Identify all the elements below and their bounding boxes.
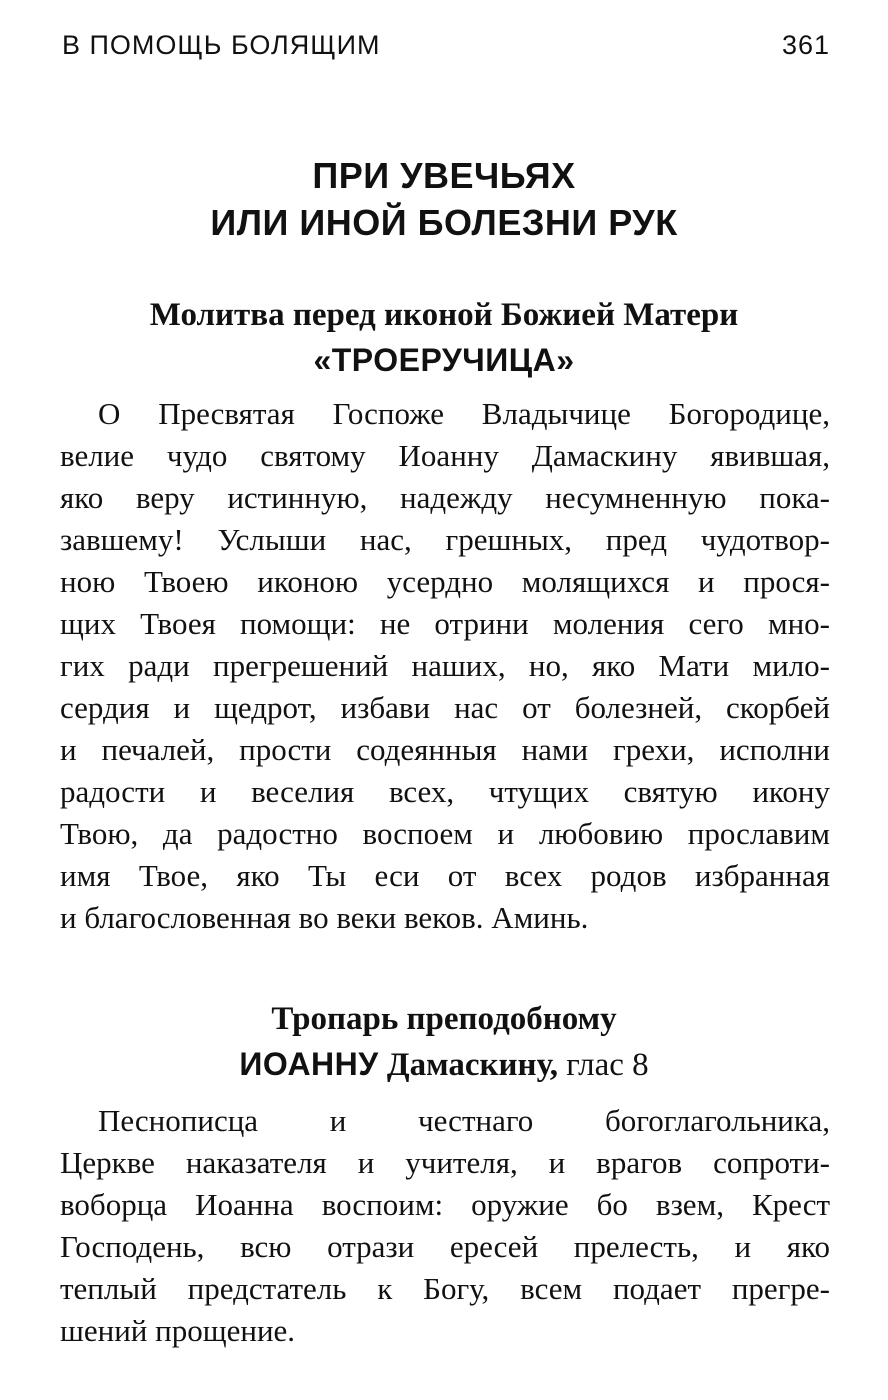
- prayer-line: яко веру истинную, надежду несумненную пока-: [60, 480, 830, 515]
- section-title: [0, 152, 888, 246]
- troparion-heading-line-1: Тропарь преподобному: [271, 1001, 617, 1037]
- troparion-line: теплый предстатель к Богу, всем подает прегре-: [60, 1271, 830, 1306]
- prayer-line: и благословенная во веки веков. Аминь.: [60, 900, 589, 935]
- troparion-heading-line-2: [0, 1042, 888, 1088]
- troparion-saint-name: ИОАННУ: [239, 1046, 379, 1082]
- prayer-text: [60, 393, 830, 939]
- section-title-line-1: ПРИ УВЕЧЬЯХ: [312, 155, 576, 196]
- prayer-line: О Пресвятая Госпоже Владычице Богородице,: [98, 396, 830, 431]
- section-title-line-2: ИЛИ ИНОЙ БОЛЕЗНИ РУК: [210, 202, 678, 243]
- troparion-line: шений прощение.: [60, 1313, 296, 1348]
- running-head-title: В ПОМОЩЬ БОЛЯЩИМ: [62, 30, 381, 60]
- prayer-line: Твою, да радостно воспоем и любовию прославим: [60, 816, 830, 851]
- troparion-heading: [0, 997, 888, 1088]
- prayer-line: ною Твоею иконою усердно молящихся и прося-: [60, 564, 830, 599]
- troparion-text: [60, 1100, 830, 1352]
- prayer-line: имя Твое, яко Ты еси от всех родов избранная: [60, 858, 830, 893]
- prayer-line: и печалей, прости содеянныя нами грехи, исполни: [60, 732, 830, 767]
- troparion-line: воборца Иоанна воспоим: оружие бо взем, Крест: [60, 1187, 830, 1222]
- prayer-line: завшему! Услыши нас, грешных, пред чудотвор-: [60, 522, 830, 557]
- page-number: 361: [781, 30, 830, 60]
- troparion-saint-name-rest: Дамаскину,: [386, 1047, 559, 1083]
- prayer-heading-line-1: Молитва перед иконой Божией Матери: [149, 297, 739, 333]
- prayer-heading: [0, 293, 888, 383]
- prayer-line: щих Твоея помощи: не отрини моления сего мно-: [60, 606, 830, 641]
- prayer-line: велие чудо святому Иоанну Дамаскину явившая,: [60, 438, 830, 473]
- troparion-line: Церкве наказателя и учителя, и врагов сопроти-: [60, 1145, 830, 1180]
- troparion-line: Господень, всю отрази ересей прелесть, и яко: [60, 1229, 830, 1264]
- prayer-line: сердия и щедрот, избави нас от болезней, скорбей: [60, 690, 830, 725]
- prayer-heading-icon-name: «ТРОЕРУЧИЦА»: [313, 342, 575, 378]
- troparion-tone: глас 8: [566, 1047, 649, 1083]
- troparion-line: Песнописца и честнаго богоглагольника,: [98, 1103, 830, 1138]
- prayer-line: радости и веселия всех, чтущих святую икону: [60, 774, 830, 809]
- running-head: [62, 30, 830, 61]
- prayer-line: гих ради прегрешений наших, но, яко Мати мило-: [60, 648, 830, 683]
